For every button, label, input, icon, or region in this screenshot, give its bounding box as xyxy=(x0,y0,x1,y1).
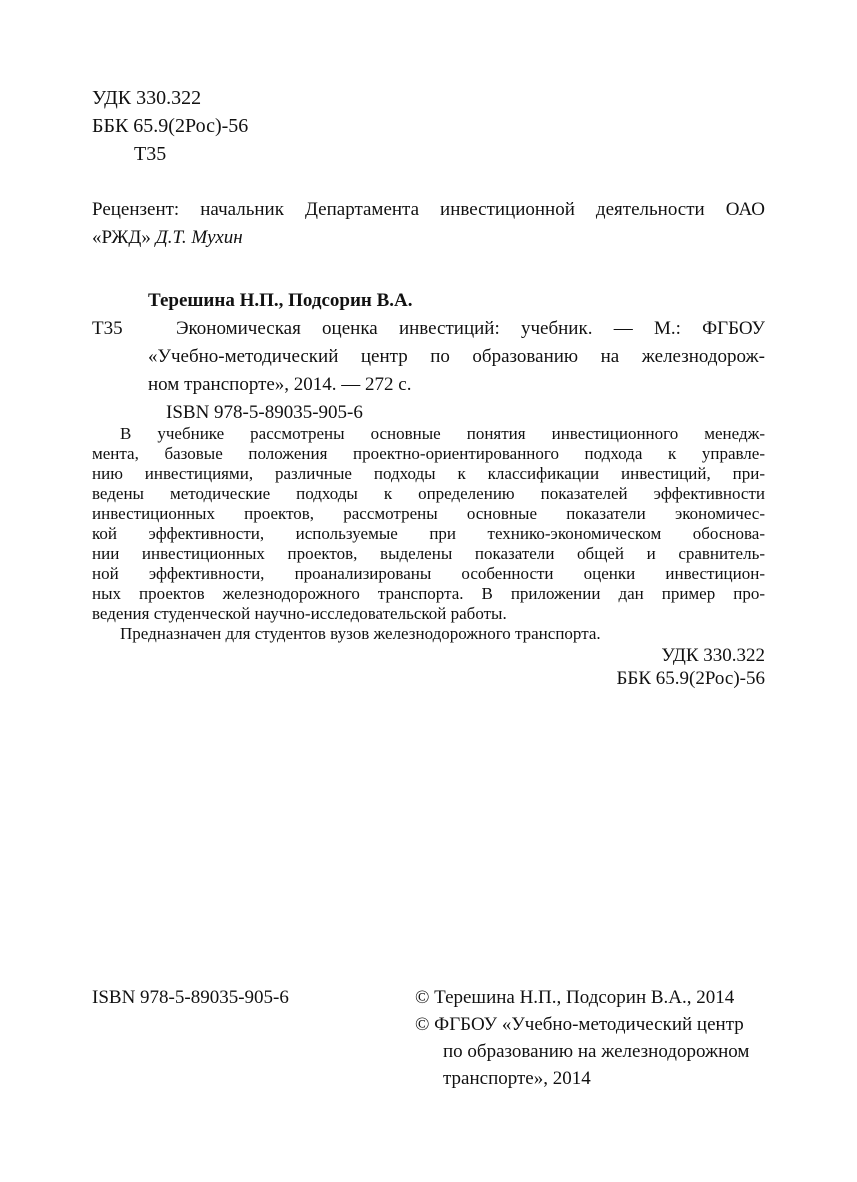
annotation-line: В учебнике рассмотрены основные понятия инвестиционного менедж- xyxy=(120,424,765,443)
copyright-publisher-line-2: по образованию на железнодорожном xyxy=(443,1041,750,1062)
reviewer-line-1: Рецензент: начальник Департамента инвестиционной деятельности ОАО xyxy=(92,199,765,220)
author-sign-entry: Т35 xyxy=(92,318,123,339)
annotation-line: ведены методические подходы к определению показателей эффективности xyxy=(92,484,765,503)
right-classification-block xyxy=(617,644,765,690)
bibliographic-entry xyxy=(92,287,765,427)
reviewer-line-2 xyxy=(92,224,765,252)
copyright-authors-line: © Терешина Н.П., Подсорин В.А., 2014 xyxy=(415,987,735,1008)
annotation-line: нию инвестициями, различные подходы к классификации инвестиций, при- xyxy=(92,464,765,483)
annotation-line: кой эффективности, используемые при технико-экономическом обоснова- xyxy=(92,524,765,543)
bbk-right-label: ББК 65.9(2Рос)-56 xyxy=(616,668,765,689)
reviewer-org: «РЖД» xyxy=(92,227,156,248)
entry-line-3: ном транспорте», 2014. — 272 с. xyxy=(148,374,412,395)
reviewer-name: Д.Т. Мухин xyxy=(155,227,243,248)
entry-line-2: «Учебно-методический центр по образованию на железнодорож- xyxy=(148,346,765,367)
reviewer-block xyxy=(92,196,765,252)
authors-line: Терешина Н.П., Подсорин В.А. xyxy=(148,290,413,311)
copyright-publisher-line-1: © ФГБОУ «Учебно-методический центр xyxy=(415,1014,744,1035)
annotation-line: мента, базовые положения проектно-ориентированного подхода к управле- xyxy=(92,444,765,463)
copyright-block xyxy=(415,984,749,1092)
top-classification-block xyxy=(92,84,248,168)
entry-line-1: Экономическая оценка инвестиций: учебник. — М.: ФГБОУ xyxy=(176,318,765,339)
annotation-line: ных проектов железнодорожного транспорта. В приложении дан пример про- xyxy=(92,584,765,603)
annotation-line: ной эффективности, проанализированы особенности оценки инвестицион- xyxy=(92,564,765,583)
udk-right-label: УДК 330.322 xyxy=(661,645,765,666)
entry-body xyxy=(92,315,765,427)
copyright-publisher-line-3: транспорте», 2014 xyxy=(443,1068,591,1089)
isbn-footer-label: ISBN 978-5-89035-905-6 xyxy=(92,987,289,1008)
annotation-block xyxy=(92,424,765,644)
audience-line: Предназначен для студентов вузов железнодорожного транспорта. xyxy=(120,624,601,643)
udk-top-label: УДК 330.322 xyxy=(92,87,202,109)
annotation-line: ведения студенческой научно-исследовательской работы. xyxy=(92,604,507,623)
isbn-entry-label: ISBN 978-5-89035-905-6 xyxy=(166,402,363,423)
author-sign-top: Т35 xyxy=(134,143,167,165)
bbk-top-label: ББК 65.9(2Рос)-56 xyxy=(92,115,249,137)
annotation-line: инвестиционных проектов, рассмотрены основные показатели экономичес- xyxy=(92,504,765,523)
annotation-line: нии инвестиционных проектов, выделены показатели общей и сравнитель- xyxy=(92,544,765,563)
